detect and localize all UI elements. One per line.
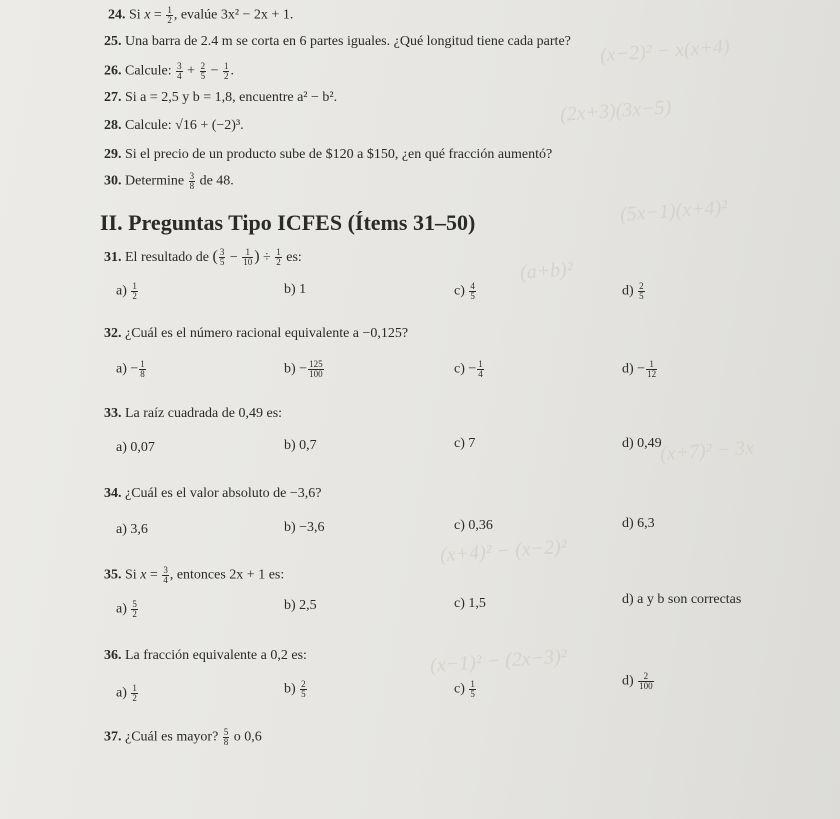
option-36-a[interactable]: a) $\frac{1}{2}$	[116, 683, 137, 703]
bleed-through-text: (5x−1)(x+4)²	[619, 196, 728, 226]
option-32-a[interactable]: a) − $\frac{1}{8}$	[116, 359, 145, 379]
item-27: 27. Si a = 2,5 y b = 1,8, encuentre a² − b².	[104, 90, 338, 105]
bleed-through-text: (x+7)² − 3x	[659, 436, 755, 466]
fraction: $\frac{1}{2}$	[223, 61, 229, 81]
item-24: 24. Si x = $\frac{1}{2}$ , evalúe 3x² − 2x + 1.	[108, 5, 294, 25]
option-35-b[interactable]: b) 2,5	[284, 598, 317, 613]
fraction: $\frac{2}{5}$	[200, 61, 206, 81]
option-33-a[interactable]: a) 0,07	[116, 440, 155, 455]
option-32-c[interactable]: c) − $\frac{1}{4}$	[454, 359, 483, 379]
option-31-a[interactable]: a) $\frac{1}{2}$	[116, 281, 137, 301]
option-35-d[interactable]: d) a y b son correctas	[622, 592, 742, 607]
option-31-c[interactable]: c) $\frac{4}{5}$	[454, 281, 475, 301]
option-31-d[interactable]: d) $\frac{2}{5}$	[622, 281, 644, 301]
fraction: $\frac{3}{5}$	[219, 247, 225, 268]
option-33-b[interactable]: b) 0,7	[284, 438, 317, 453]
option-34-d[interactable]: d) 6,3	[622, 516, 655, 531]
option-33-c[interactable]: c) 7	[454, 436, 476, 451]
fraction: $\frac{3}{4}$	[163, 565, 168, 585]
fraction: $\frac{1}{10}$	[243, 247, 253, 268]
question-32: 32. ¿Cuál es el número racional equivalente a −0,125?	[104, 326, 409, 341]
option-36-d[interactable]: d) $\frac{2}{100}$	[622, 671, 653, 691]
option-31-b[interactable]: b) 1	[284, 282, 307, 297]
option-34-c[interactable]: c) 0,36	[454, 518, 493, 533]
bleed-through-text: (x−1)² − (2x−3)²	[429, 645, 568, 677]
bleed-through-text: (x+4)² − (x−2)²	[439, 535, 568, 567]
item-28: 28. Calcule: √16 + (−2)³.	[104, 118, 244, 133]
section-heading: II. Preguntas Tipo ICFES (Ítems 31–50)	[100, 210, 476, 235]
fraction: $\frac{3}{4}$	[177, 61, 182, 81]
option-32-b[interactable]: b) − $\frac{125}{100}$	[284, 359, 323, 379]
option-35-a[interactable]: a) $\frac{5}{2}$	[116, 599, 137, 619]
question-36: 36. La fracción equivalente a 0,2 es:	[104, 648, 307, 663]
bleed-through-text: (2x+3)(3x−5)	[559, 96, 672, 126]
question-33: 33. La raíz cuadrada de 0,49 es:	[104, 406, 283, 421]
option-32-d[interactable]: d) − $\frac{1}{12}$	[622, 359, 657, 379]
option-34-b[interactable]: b) −3,6	[284, 520, 325, 535]
bleed-through-text: (a+b)²	[519, 258, 574, 284]
item-30: 30. Determine $\frac{3}{8}$ de 48.	[104, 171, 234, 191]
question-35: 35. Si x = $\frac{3}{4}$ , entonces 2x + 1 es:	[104, 565, 285, 585]
fraction: $\frac{1}{2}$	[276, 247, 281, 268]
option-34-a[interactable]: a) 3,6	[116, 522, 148, 537]
question-37: 37. ¿Cuál es mayor? $\frac{5}{8}$ o 0,6	[104, 727, 262, 747]
option-36-c[interactable]: c) $\frac{1}{5}$	[454, 679, 475, 699]
item-29: 29. Si el precio de un producto sube de $120 a $150, ¿en qué fracción aumentó?	[104, 147, 553, 162]
option-35-c[interactable]: c) 1,5	[454, 596, 486, 611]
fraction: $\frac{5}{8}$	[223, 727, 229, 747]
item-25: 25. Una barra de 2.4 m se corta en 6 partes iguales. ¿Qué longitud tiene cada parte?	[104, 34, 571, 49]
question-34: 34. ¿Cuál es el valor absoluto de −3,6?	[104, 486, 322, 501]
question-31: 31. El resultado de ( $\frac{3}{5}$ − $\frac{1}{10}$ ) ÷ $\frac{1}{2}$ es:	[104, 247, 302, 268]
option-33-d[interactable]: d) 0,49	[622, 436, 662, 451]
fraction: $\frac{1}{2}$	[167, 5, 172, 25]
fraction: $\frac{3}{8}$	[189, 171, 195, 191]
option-36-b[interactable]: b) $\frac{2}{5}$	[284, 679, 306, 699]
item-26: 26. Calcule: $\frac{3}{4}$ + $\frac{2}{5}$ − $\frac{1}{2}$ .	[104, 61, 234, 81]
bleed-through-text: (x−2)² − x(x+4)	[599, 35, 731, 67]
